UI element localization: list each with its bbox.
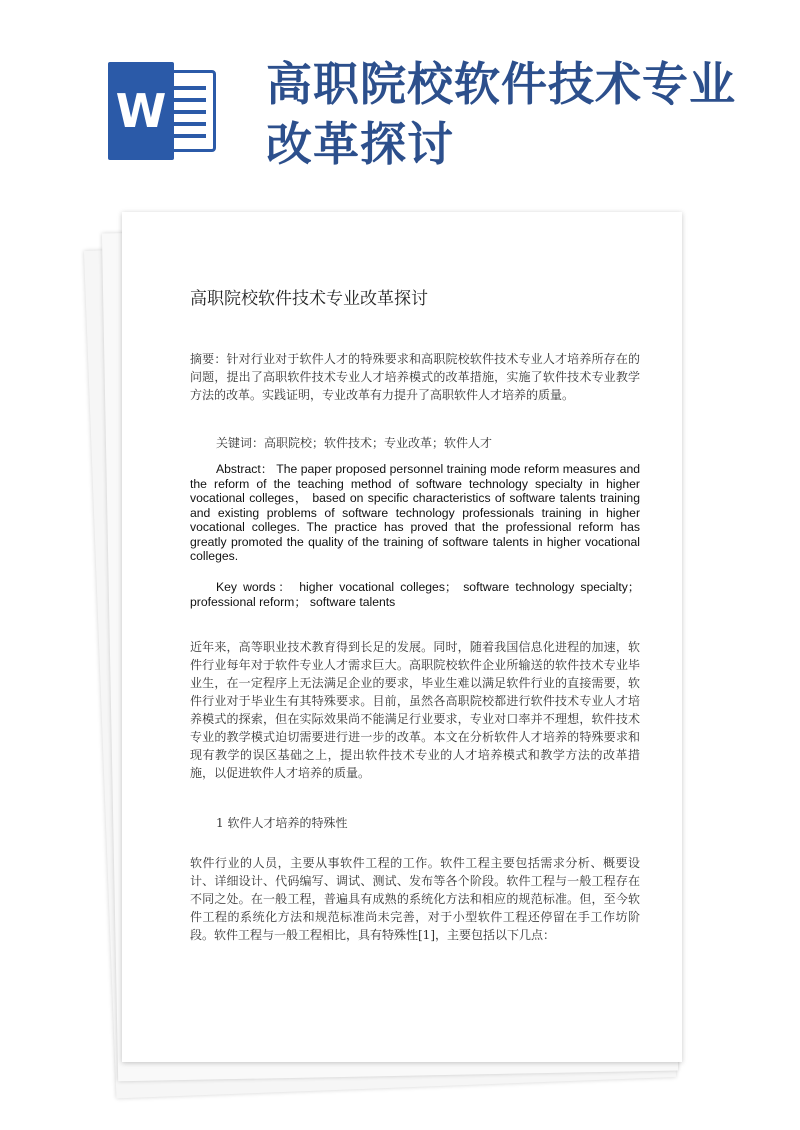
keywords-en: Key words： higher vocational colleges； software technology specialty； professional reform； software talents	[190, 580, 640, 609]
word-icon-letter: W	[108, 62, 174, 160]
section-1-body: 软件行业的人员，主要从事软件工程的工作。软件工程主要包括需求分析、概要设计、详细设计、代码编写、调试、测试、发布等各个阶段。软件工程与一般工程存在不同之处。在一般工程，普遍具有成熟的系统化方法和相应的规范标准。但，至今软件工程的系统化方法和规范标准尚未完善，对于小型软件工程还停留在手工作坊阶段。软件工程与一般工程相比，具有特殊性[1]，主要包括以下几点：	[190, 856, 640, 942]
document-page	[122, 212, 682, 1062]
document-title: 高职院校软件技术专业改革探讨	[190, 289, 428, 309]
section-1-heading: 1 软件人才培养的特殊性	[216, 816, 348, 830]
word-app-icon	[108, 62, 218, 160]
keywords-cn: 关键词：高职院校；软件技术；专业改革；软件人才	[216, 436, 493, 450]
abstract-en: Abstract： The paper proposed personnel training mode reform measures and the reform of the teaching method of software technology specialty in higher vocational colleges， based on specific characteristics of software talents training and existing problems of software technology professionals training in higher vocational colleges. The practice has proved that the professional reform has greatly promoted the quality of the training of software talents in higher vocational colleges.	[190, 462, 640, 563]
abstract-cn: 摘要：针对行业对于软件人才的特殊要求和高职院校软件技术专业人才培养所存在的问题，提出了高职软件技术专业人才培养模式的改革措施，实施了软件技术专业教学方法的改革。实践证明，专业改革有力提升了高职软件人才培养的质量。	[190, 352, 640, 402]
header-title: 高职院校软件技术专业改革探讨	[266, 57, 736, 171]
intro-paragraph: 近年来，高等职业技术教育得到长足的发展。同时，随着我国信息化进程的加速，软件行业每年对于软件专业人才需求巨大。高职院校软件企业所输送的软件技术专业毕业生，在一定程序上无法满足企业的要求，毕业生难以满足软件行业的直接需要，软件行业对于毕业生有其特殊要求。目前，虽然各高职院校都进行软件技术专业人才培养模式的探索，但在实际效果尚不能满足行业要求，专业对口率并不理想，软件技术专业的教学模式迫切需要进行进一步的改革。本文在分析软件人才培养的特殊要求和现有教学的误区基础之上，提出软件技术专业的人才培养模式和教学方法的改革措施，以促进软件人才培养的质量。	[190, 640, 640, 780]
